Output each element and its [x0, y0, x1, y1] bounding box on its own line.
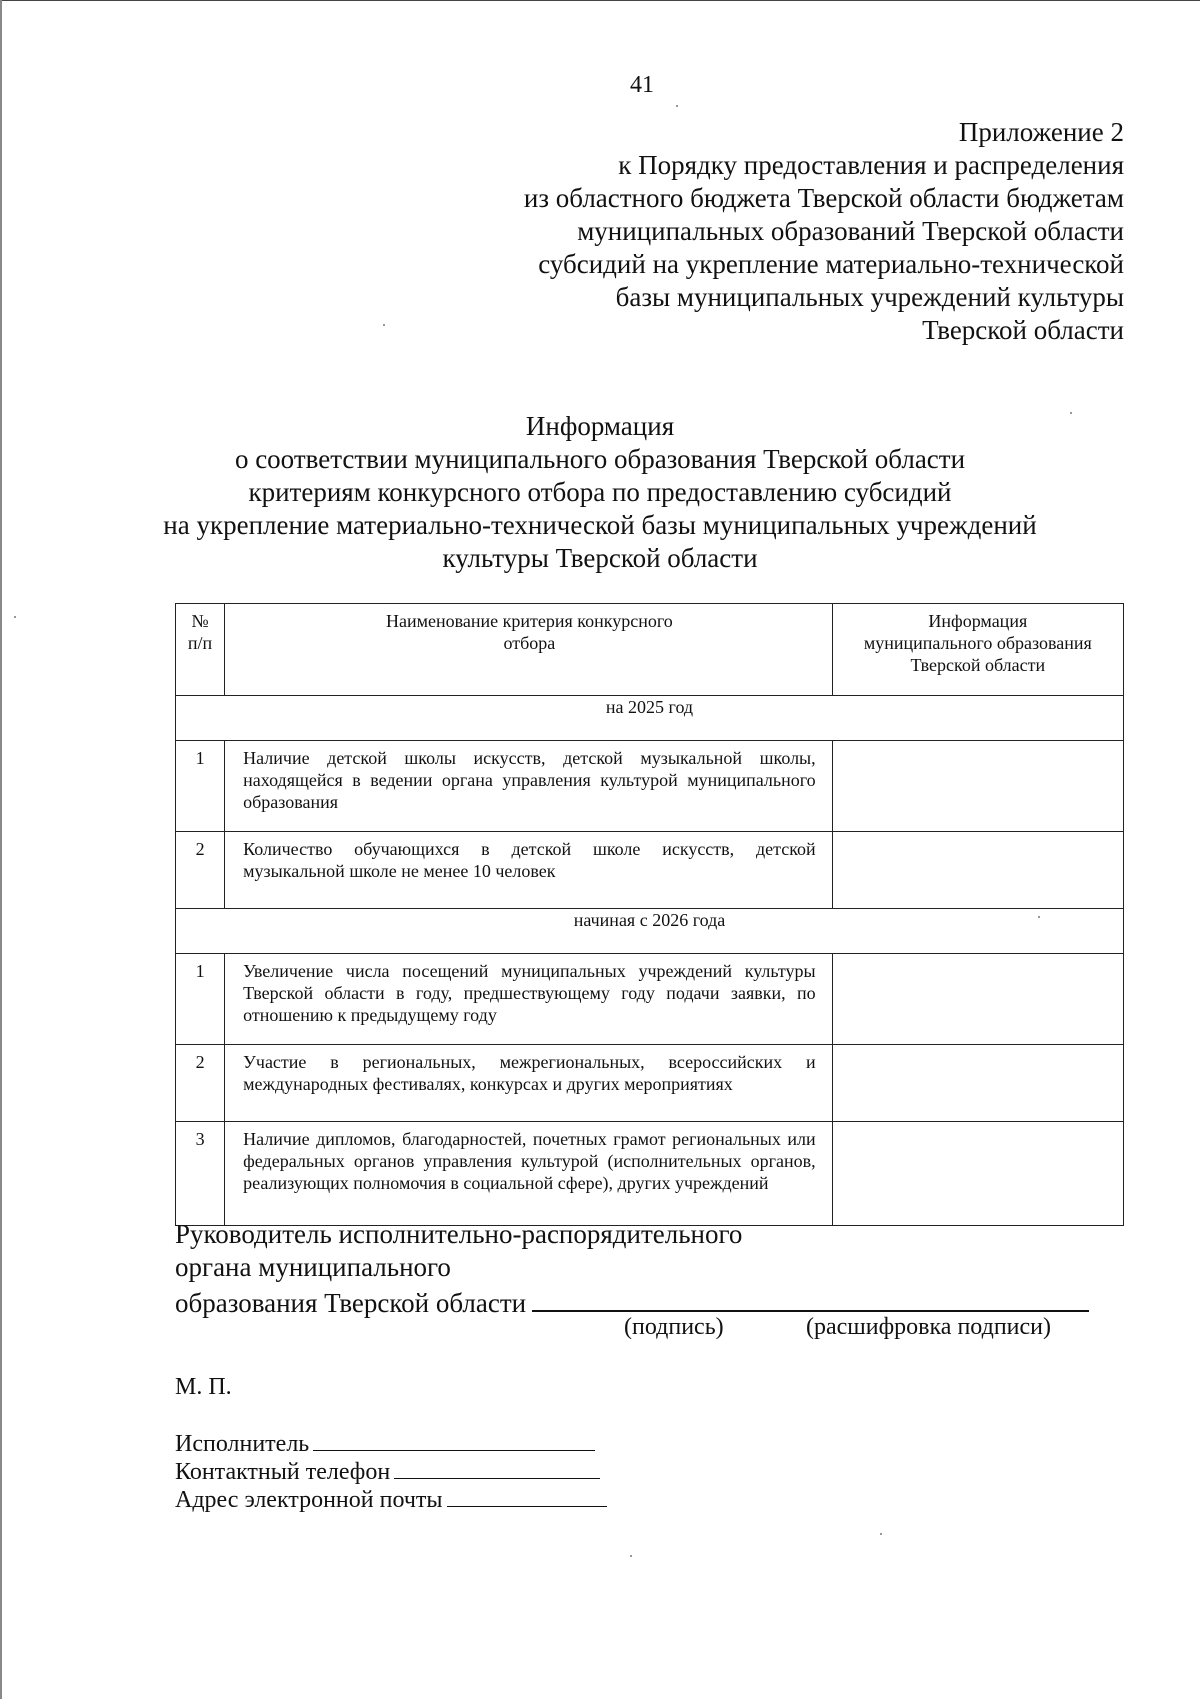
scan-speck	[1038, 916, 1040, 918]
header-num-cell	[176, 604, 225, 696]
scan-border-left	[0, 0, 2, 1699]
table-row	[176, 1045, 1124, 1122]
info-cell-empty[interactable]	[832, 741, 1123, 832]
appendix-line: Тверской области	[922, 315, 1124, 345]
signature-block	[175, 1218, 1089, 1320]
criterion-text: Увеличение числа посещений муниципальных учреждений культуры Тверской области в году, предшествующему году подачи заявки, по отношению к предыдущему году	[225, 954, 833, 1045]
table-row	[176, 832, 1124, 909]
section-row-2026	[176, 909, 1124, 954]
table-row	[176, 1122, 1124, 1226]
title-line: критериям конкурсного отбора по предоставлению субсидий	[248, 477, 952, 507]
title-line: Информация	[525, 411, 675, 441]
row-number: 2	[176, 832, 225, 909]
criterion-text: Наличие дипломов, благодарностей, почетных грамот региональных или федеральных органов управления культурой (исполнительных органов, реализующих полномочия в социальной сфере), других учреждений	[225, 1122, 833, 1226]
appendix-line: базы муниципальных учреждений культуры	[615, 282, 1124, 312]
page-number: 41	[630, 72, 654, 98]
header-num-label: №	[191, 611, 209, 631]
email-blank-field[interactable]	[447, 1486, 607, 1507]
phone-label: Контактный телефон	[175, 1459, 391, 1485]
section-row-2025	[176, 696, 1124, 741]
header-info-label: Информация	[928, 611, 1028, 631]
executor-label: Исполнитель	[175, 1431, 310, 1457]
signature-line: образования Тверской области	[175, 1288, 527, 1318]
signature-line: Руководитель исполнительно-распорядительного	[175, 1219, 743, 1249]
criterion-text: Участие в региональных, межрегиональных, всероссийских и международных фестивалях, конкурсах и других мероприятиях	[225, 1045, 833, 1122]
title-line: о соответствии муниципального образования Тверской области	[234, 444, 966, 474]
signature-decode-caption: (расшифровка подписи)	[806, 1314, 1051, 1340]
header-name-cell	[225, 604, 833, 696]
appendix-line: Приложение 2	[958, 117, 1124, 147]
row-number: 3	[176, 1122, 225, 1226]
table-row	[176, 954, 1124, 1045]
signature-line: органа муниципального	[175, 1252, 451, 1282]
title-line: на укрепление материально-технической базы муниципальных учреждений	[163, 510, 1037, 540]
header-info-cell	[832, 604, 1123, 696]
row-number: 1	[176, 954, 225, 1045]
appendix-line: субсидий на укрепление материально-технической	[538, 249, 1124, 279]
scan-speck	[880, 1533, 882, 1535]
executor-blank-field[interactable]	[313, 1430, 595, 1451]
header-name-label: отбора	[503, 633, 556, 653]
appendix-line: к Порядку предоставления и распределения	[618, 150, 1124, 180]
scan-speck	[630, 1555, 632, 1557]
info-cell-empty[interactable]	[832, 832, 1123, 909]
info-cell-empty[interactable]	[832, 954, 1123, 1045]
section-label: начиная с 2026 года	[176, 909, 1124, 954]
scan-speck	[14, 616, 16, 618]
phone-blank-field[interactable]	[394, 1458, 600, 1479]
appendix-line: муниципальных образований Тверской области	[577, 216, 1124, 246]
executor-line	[175, 1430, 607, 1458]
scan-speck	[1070, 412, 1072, 414]
scan-border-top	[0, 0, 1200, 1]
email-label: Адрес электронной почты	[175, 1487, 443, 1513]
appendix-header	[424, 116, 1124, 347]
criterion-text: Количество обучающихся в детской школе искусств, детской музыкальной школе не менее 10 человек	[225, 832, 833, 909]
header-info-label: муниципального образования	[863, 633, 1092, 653]
appendix-line: из областного бюджета Тверской области бюджетам	[523, 183, 1124, 213]
header-info-label: Тверской области	[910, 655, 1046, 675]
signature-caption: (подпись)	[624, 1314, 724, 1340]
scan-speck	[383, 324, 385, 326]
table-row	[176, 741, 1124, 832]
section-label: на 2025 год	[176, 696, 1124, 741]
info-cell-empty[interactable]	[832, 1045, 1123, 1122]
criterion-text: Наличие детской школы искусств, детской музыкальной школы, находящейся в ведении органа управления культурой муниципального образования	[225, 741, 833, 832]
title-line: культуры Тверской области	[442, 543, 758, 573]
row-number: 2	[176, 1045, 225, 1122]
criteria-table	[175, 603, 1124, 1226]
header-num-label: п/п	[187, 633, 213, 653]
scan-speck	[676, 105, 678, 107]
table-header-row	[176, 604, 1124, 696]
contacts-block	[175, 1430, 607, 1514]
info-cell-empty[interactable]	[832, 1122, 1123, 1226]
document-title	[150, 410, 1050, 575]
stamp-place-label: М. П.	[175, 1374, 232, 1400]
signature-blank-field[interactable]	[532, 1284, 1089, 1312]
email-line	[175, 1486, 607, 1514]
row-number: 1	[176, 741, 225, 832]
phone-line	[175, 1458, 607, 1486]
header-name-label: Наименование критерия конкурсного	[386, 611, 673, 631]
